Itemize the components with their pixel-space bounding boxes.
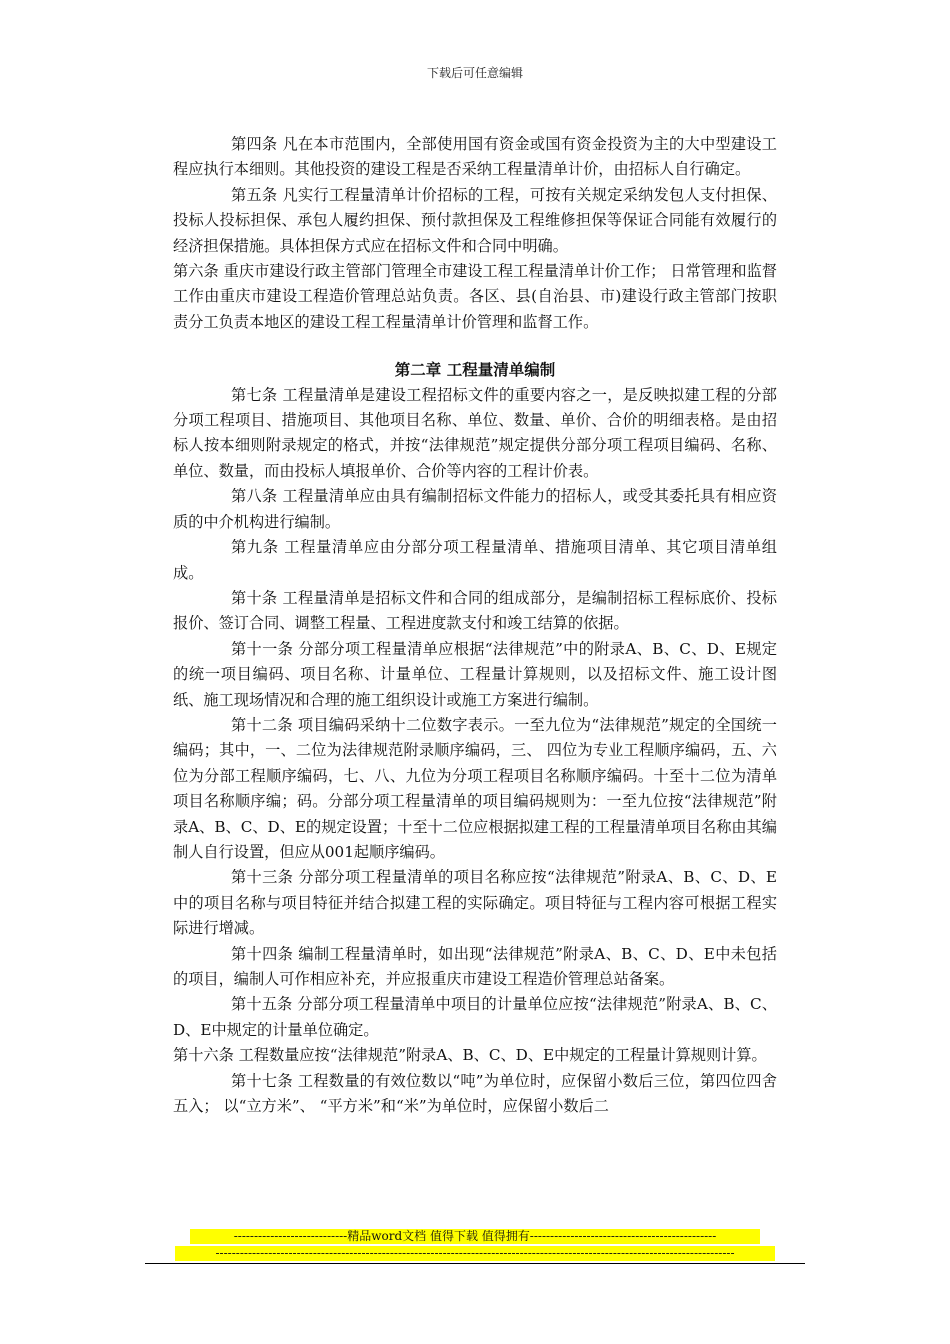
- article-paragraph: 第十一条 分部分项工程量清单应根据“法律规范”中的附录A、B、C、D、E规定的统一项目编码、项目名称、计量单位、工程量计算规则，以及招标文件、施工设计图纸、施工现场情况和合理的施工组织设计或施工方案进行编制。: [173, 639, 777, 709]
- bottom-paragraphs: [173, 383, 777, 1120]
- article-paragraph: 第十四条 编制工程量清单时，如出现“法律规范”附录A、B、C、D、E中未包括的项目，编制人可作相应补充，并应报重庆市建设工程造价管理总站备案。: [173, 944, 777, 988]
- article-paragraph: 第十五条 分部分项工程量清单中项目的计量单位应按“法律规范”附录A、B、C、D、E中规定的计量单位确定。: [173, 995, 777, 1039]
- footer-text-1: ----------------------------精品word文档 值得下载 值得拥有----------------------------------------------: [190, 1229, 760, 1244]
- chapter-title: 第二章 工程量清单编制: [394, 360, 556, 380]
- footer-rule: [145, 1263, 805, 1264]
- article-paragraph: 第九条 工程量清单应由分部分项工程量清单、措施项目清单、其它项目清单组成。: [173, 538, 777, 582]
- page-header: 下载后可任意编辑: [426, 66, 523, 80]
- article-paragraph: 第五条 凡实行工程量清单计价招标的工程，可按有关规定采纳发包人支付担保、投标人投标担保、承包人履约担保、预付款担保及工程维修担保等保证合同能有效履行的经济担保措施。具体担保方式应在招标文件和合同中明确。: [173, 185, 777, 255]
- article-paragraph: 第十六条 工程数量应按“法律规范”附录A、B、C、D、E中规定的工程量计算规则计算。: [173, 1046, 767, 1065]
- article-paragraph: 第四条 凡在本市范围内，全部使用国有资金或国有资金投资为主的大中型建设工程应执行本细则。其他投资的建设工程是否采纳工程量清单计价，由招标人自行确定。: [173, 135, 777, 179]
- article-paragraph: 第八条 工程量清单应由具有编制招标文件能力的招标人，或受其委托具有相应资质的中介机构进行编制。: [173, 487, 777, 531]
- article-paragraph: 第十条 工程量清单是招标文件和合同的组成部分，是编制招标工程标底价、投标报价、签订合同、调整工程量、工程进度款支付和竣工结算的依据。: [173, 588, 777, 633]
- article-paragraph: 第七条 工程量清单是建设工程招标文件的重要内容之一，是反映拟建工程的分部分项工程项目、措施项目、其他项目名称、单位、数量、单价、合价的明细表格。是由招标人按本细则附录规定的格式，并按“法律规范”规定提供分部分项工程项目编码、名称、单位、数量，而由投标人填报单价、合价等内容的工程计价表。: [173, 385, 777, 480]
- document-body: [173, 132, 777, 1119]
- article-paragraph: 第十二条 项目编码采纳十二位数字表示。一至九位为“法律规范”规定的全国统一编码；其中，一、二位为法律规范附录顺序编码，三、 四位为专业工程顺序编码，五、六位为分部工程顺序编码，七、八、九位为分项工程项目名称顺序编码。十至十二位为清单项目名称顺序编；码。分部分项工程量清单的项目编码规则为：一至九位按“法律规范”附录A、B、C、D、E的规定设置；十至十二位应根据拟建工程的工程量清单项目名称由其编制人自行设置，但应从001起顺序编码。: [173, 715, 777, 861]
- article-paragraph: 第十三条 分部分项工程量清单的项目名称应按“法律规范”附录A、B、C、D、E中的项目名称与项目特征并结合拟建工程的实际确定。项目特征与工程内容可根据工程实际进行增减。: [173, 868, 777, 938]
- article-paragraph: 第十七条 工程数量的有效位数以“吨”为单位时，应保留小数后三位，第四位四舍五入； 以“立方米”、 “平方米”和“米”为单位时，应保留小数后二: [173, 1071, 777, 1116]
- article-paragraph: 第六条 重庆市建设行政主管部门管理全市建设工程工程量清单计价工作； 日常管理和监督工作由重庆市建设工程造价管理总站负责。各区、县(自治县、市)建设行政主管部门按职责分工负责本地区的建设工程工程量清单计价管理和监督工作。: [173, 262, 777, 331]
- top-paragraphs: [173, 132, 777, 335]
- footer-text-2: --------------------------------------------------------------------------------------------------------------------------------: [175, 1246, 775, 1261]
